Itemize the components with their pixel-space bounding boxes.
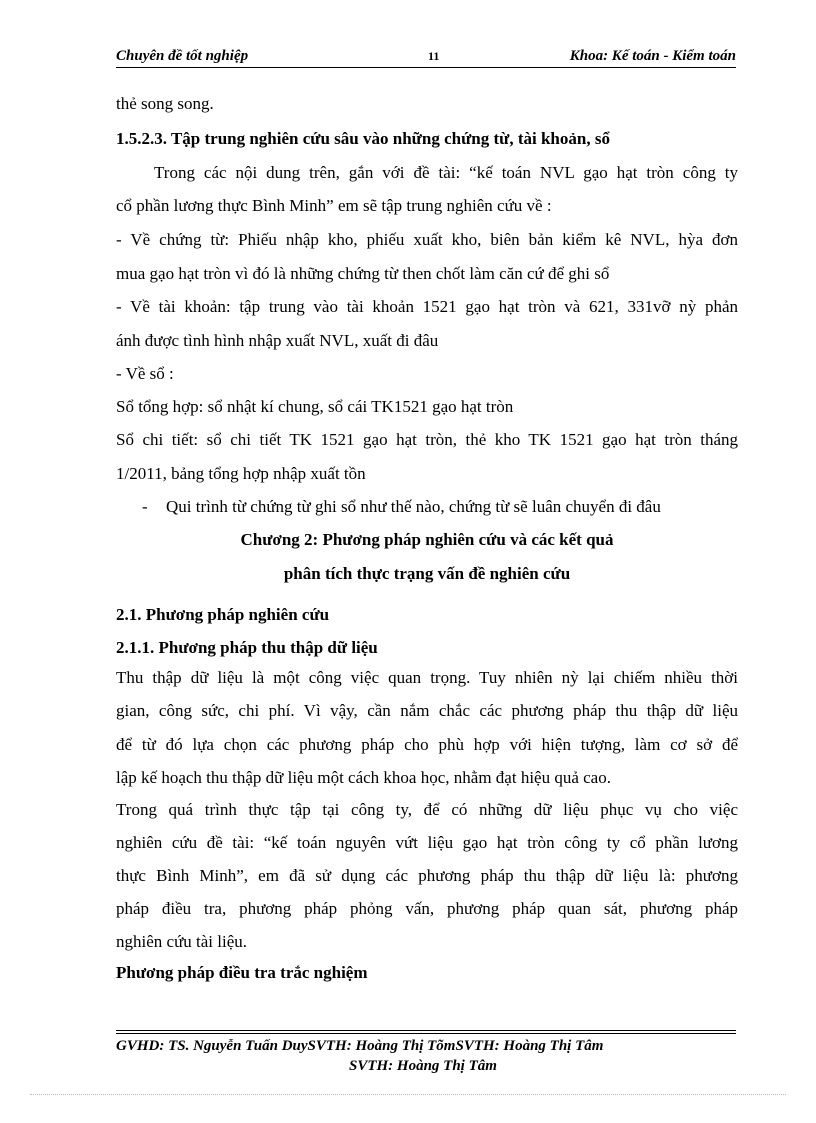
paragraph-line: Thu thập dữ liệu là một công việc quan trọng. Tuy nhiên nỳ lại chiếm nhiều thời — [116, 668, 738, 687]
paragraph-line: Sổ tổng hợp: sổ nhật kí chung, sổ cái TK1521 gạo hạt tròn — [116, 397, 514, 416]
page-number: 11 — [428, 49, 440, 63]
paragraph-line: ánh được tình hình nhập xuất NVL, xuất đi đâu — [116, 331, 439, 350]
header-right: Khoa: Kế toán - Kiểm toán — [569, 48, 736, 64]
footer-student-line: SVTH: Hoàng Thị Tâm — [349, 1058, 497, 1074]
paragraph-line: để từ đó lựa chọn các phương pháp cho phù hợp với hiện tượng, làm cơ sở để — [116, 735, 738, 754]
page-header — [116, 46, 736, 68]
section-2-1-heading: 2.1. Phương pháp nghiên cứu — [116, 605, 330, 624]
bullet-marker: - — [142, 497, 148, 516]
paragraph-line: mua gạo hạt tròn vì đó là những chứng từ then chốt làm căn cứ để ghi sổ — [116, 264, 610, 283]
header-rule — [116, 67, 736, 68]
paragraph-line: 1/2011, bảng tổng hợp nhập xuất tồn — [116, 464, 366, 483]
text-line: thẻ song song. — [116, 94, 214, 113]
chapter-title-line-1: Chương 2: Phương pháp nghiên cứu và các kết quả — [240, 530, 614, 549]
paragraph-line: - Về tài khoản: tập trung vào tài khoản 1521 gạo hạt tròn và 621, 331vỡ nỳ phản — [116, 297, 738, 316]
header-left: Chuyên đề tốt nghiệp — [116, 48, 249, 64]
paragraph-line: lập kế hoạch thu thập dữ liệu một cách khoa học, nhằm đạt hiệu quả cao. — [116, 768, 611, 787]
footer-rule-top — [116, 1030, 736, 1031]
section-2-1-1-heading: 2.1.1. Phương pháp thu thập dữ liệu — [116, 638, 378, 657]
footer-rule-bottom — [116, 1033, 736, 1034]
heading-1-5-2-3: 1.5.2.3. Tập trung nghiên cứu sâu vào những chứng từ, tài khoản, sổ — [116, 129, 610, 148]
subsection-heading: Phương pháp điều tra trắc nghiệm — [116, 963, 368, 982]
bullet-item: Qui trình từ chứng từ ghi sổ như thế nào, chứng từ sẽ luân chuyển đi đâu — [166, 497, 661, 516]
paragraph-line: gian, công sức, chi phí. Vì vậy, cần nắm chắc các phương pháp thu thập dữ liệu — [116, 701, 738, 720]
footer-supervisor-line: GVHD: TS. Nguyễn Tuấn DuySVTH: Hoàng Thị TõmSVTH: Hoàng Thị Tâm — [116, 1038, 604, 1054]
paragraph-line: - Về chứng từ: Phiếu nhập kho, phiếu xuất kho, biên bản kiểm kê NVL, hỳa đơn — [116, 230, 738, 249]
paragraph-line: nghiên cứu tài liệu. — [116, 932, 248, 951]
paragraph-line: pháp điều tra, phương pháp phỏng vấn, phương pháp quan sát, phương pháp — [116, 899, 738, 918]
chapter-title-line-2: phân tích thực trạng vấn đề nghiên cứu — [283, 564, 571, 583]
paragraph-line: Trong các nội dung trên, gắn với đề tài: “kế toán NVL gạo hạt tròn công ty — [154, 163, 738, 182]
paragraph-line: cổ phần lương thực Bình Minh” em sẽ tập trung nghiên cứu về : — [116, 196, 552, 215]
paragraph-line: Trong quá trình thực tập tại công ty, để có những dữ liệu phục vụ cho việc — [116, 800, 738, 819]
page-bottom-divider — [30, 1094, 786, 1095]
paragraph-line: Sổ chi tiết: sổ chi tiết TK 1521 gạo hạt tròn, thẻ kho TK 1521 gạo hạt tròn tháng — [116, 430, 738, 449]
paragraph-line: nghiên cứu đề tài: “kế toán nguyên vứt liệu gạo hạt tròn công ty cổ phần lương — [116, 833, 738, 852]
paragraph-line: - Về sổ : — [116, 364, 174, 383]
paragraph-line: thực Bình Minh”, em đã sử dụng các phương pháp thu thập dữ liệu là: phương — [116, 866, 738, 885]
